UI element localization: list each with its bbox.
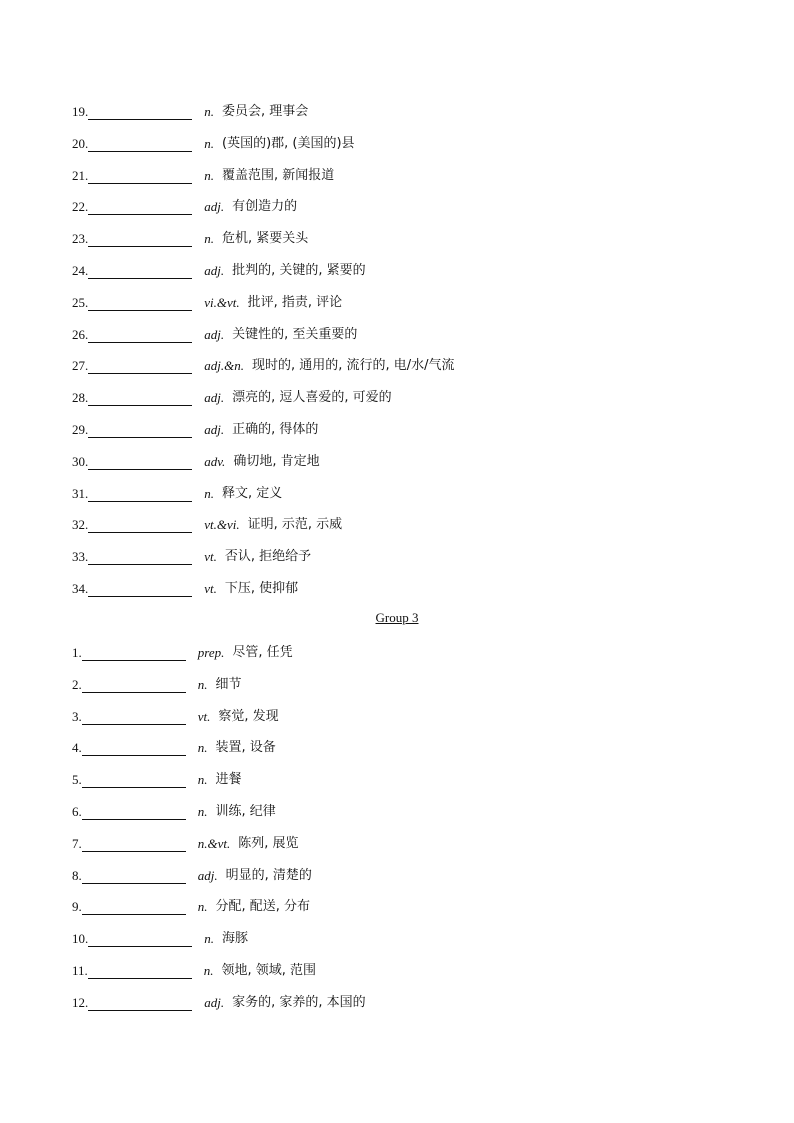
part-of-speech: n. (197, 676, 208, 692)
part-of-speech: n. (197, 899, 208, 915)
vocab-item (72, 195, 297, 215)
vocab-item (72, 164, 334, 184)
item-number: 28. (72, 390, 89, 406)
chinese-meaning: 危机, 紧要关头 (222, 231, 309, 247)
item-number: 4. (72, 740, 82, 756)
vocab-item (72, 736, 276, 756)
vocab-item (72, 100, 308, 120)
vocab-item (72, 832, 299, 852)
answer-blank[interactable] (88, 170, 192, 184)
part-of-speech: n. (197, 804, 208, 819)
answer-blank[interactable] (82, 742, 186, 756)
answer-blank[interactable] (88, 106, 192, 120)
part-of-speech: vt. (204, 549, 217, 565)
item-number: 11. (72, 963, 88, 978)
vocab-item (72, 641, 293, 661)
chinese-meaning: 家务的, 家养的, 本国的 (232, 994, 366, 1010)
vocab-item (72, 259, 366, 279)
item-number: 7. (72, 835, 82, 851)
item-number: 32. (72, 517, 89, 533)
item-number: 8. (72, 867, 82, 883)
answer-blank[interactable] (88, 424, 192, 438)
answer-blank[interactable] (88, 997, 192, 1011)
answer-blank[interactable] (88, 933, 192, 947)
answer-blank[interactable] (88, 201, 192, 215)
item-number: 6. (72, 804, 82, 819)
item-number: 10. (72, 931, 89, 947)
part-of-speech: adj. (204, 994, 225, 1010)
vocab-item (72, 895, 310, 915)
item-number: 22. (72, 199, 89, 215)
chinese-meaning: 下压, 使抑郁 (224, 581, 299, 596)
answer-blank[interactable] (88, 488, 192, 502)
answer-blank[interactable] (82, 870, 186, 884)
answer-blank[interactable] (88, 329, 192, 343)
part-of-speech: vt.&vi. (204, 517, 240, 533)
answer-blank[interactable] (82, 711, 186, 725)
answer-blank[interactable] (88, 583, 192, 597)
answer-blank[interactable] (88, 551, 192, 565)
vocab-item (72, 959, 316, 979)
item-number: 3. (72, 708, 82, 724)
vocab-item (72, 705, 279, 725)
item-number: 33. (72, 549, 89, 565)
part-of-speech: n.&vt. (197, 835, 231, 851)
vocab-item (72, 450, 320, 470)
vocab-item (72, 513, 342, 533)
part-of-speech: adj. (204, 263, 225, 278)
answer-blank[interactable] (88, 392, 192, 406)
vocab-item (72, 132, 355, 152)
part-of-speech: adv. (204, 453, 226, 469)
chinese-meaning: 尽管, 任凭 (232, 645, 293, 660)
item-number: 25. (72, 294, 89, 310)
chinese-meaning: 领地, 领域, 范围 (221, 963, 317, 978)
part-of-speech: vt. (204, 581, 217, 596)
chinese-meaning: 有创造力的 (232, 199, 298, 215)
chinese-meaning: 察觉, 发现 (218, 708, 279, 724)
vocab-item (72, 482, 282, 502)
item-number: 31. (72, 485, 89, 501)
vocab-item (72, 768, 242, 788)
vocab-item (72, 673, 242, 693)
group-3-heading (0, 610, 794, 626)
chinese-meaning: (英国的)郡, (美国的)县 (222, 135, 355, 151)
item-number: 21. (72, 167, 89, 183)
vocab-item (72, 991, 366, 1011)
answer-blank[interactable] (82, 647, 186, 661)
chinese-meaning: 细节 (215, 676, 242, 692)
item-number: 9. (72, 899, 82, 915)
item-number: 30. (72, 453, 89, 469)
chinese-meaning: 关键性的, 至关重要的 (232, 326, 358, 342)
item-number: 2. (72, 676, 82, 692)
part-of-speech: vi.&vt. (204, 294, 240, 310)
item-number: 26. (72, 326, 89, 342)
vocab-item (72, 291, 342, 311)
item-number: 1. (72, 645, 82, 660)
part-of-speech: vt. (197, 708, 211, 724)
chinese-meaning: 确切地, 肯定地 (233, 453, 320, 469)
item-number: 34. (72, 581, 89, 596)
part-of-speech: n. (204, 167, 214, 183)
answer-blank[interactable] (88, 138, 192, 152)
chinese-meaning: 进餐 (215, 772, 242, 788)
vocab-item (72, 864, 312, 884)
vocab-item (72, 354, 455, 374)
group-3-title: Group 3 (375, 610, 419, 625)
chinese-meaning: 正确的, 得体的 (232, 422, 319, 437)
vocab-item (72, 418, 318, 438)
part-of-speech: n. (197, 772, 208, 788)
answer-blank[interactable] (88, 965, 192, 979)
answer-blank[interactable] (88, 456, 192, 470)
chinese-meaning: 海豚 (222, 931, 249, 947)
answer-blank[interactable] (82, 806, 186, 820)
part-of-speech: n. (204, 931, 214, 947)
chinese-meaning: 漂亮的, 逗人喜爱的, 可爱的 (232, 390, 392, 406)
part-of-speech: adj. (204, 390, 225, 406)
part-of-speech: n. (204, 231, 214, 247)
part-of-speech: n. (203, 963, 214, 978)
item-number: 19. (72, 104, 89, 119)
part-of-speech: prep. (197, 645, 225, 660)
part-of-speech: adj. (204, 422, 225, 437)
answer-blank[interactable] (82, 838, 186, 852)
chinese-meaning: 装置, 设备 (215, 740, 276, 756)
item-number: 23. (72, 231, 89, 247)
answer-blank[interactable] (88, 297, 192, 311)
chinese-meaning: 明显的, 清楚的 (225, 867, 312, 883)
item-number: 27. (72, 358, 89, 374)
chinese-meaning: 释文, 定义 (222, 485, 283, 501)
vocab-item (72, 577, 298, 597)
item-number: 29. (72, 422, 89, 437)
answer-blank[interactable] (82, 679, 186, 693)
chinese-meaning: 现时的, 通用的, 流行的, 电/水/气流 (251, 358, 455, 374)
vocab-item (72, 927, 248, 947)
answer-blank[interactable] (82, 774, 186, 788)
item-number: 24. (72, 263, 89, 278)
chinese-meaning: 证明, 示范, 示威 (247, 517, 343, 533)
vocab-item (72, 386, 392, 406)
item-number: 20. (72, 135, 89, 151)
answer-blank[interactable] (88, 360, 192, 374)
part-of-speech: n. (197, 740, 208, 756)
item-number: 12. (72, 994, 89, 1010)
vocab-item (72, 227, 308, 247)
answer-blank[interactable] (82, 901, 186, 915)
chinese-meaning: 批评, 指责, 评论 (247, 294, 343, 310)
chinese-meaning: 训练, 纪律 (215, 804, 276, 819)
part-of-speech: n. (204, 104, 214, 119)
chinese-meaning: 否认, 拒绝给予 (224, 549, 312, 565)
chinese-meaning: 委员会, 理事会 (222, 104, 309, 119)
part-of-speech: adj. (204, 199, 225, 215)
part-of-speech: n. (204, 485, 214, 501)
part-of-speech: adj. (204, 326, 225, 342)
chinese-meaning: 覆盖范围, 新闻报道 (222, 167, 335, 183)
part-of-speech: n. (204, 135, 214, 151)
answer-blank[interactable] (88, 233, 192, 247)
chinese-meaning: 分配, 配送, 分布 (215, 899, 311, 915)
item-number: 5. (72, 772, 82, 788)
answer-blank[interactable] (88, 519, 192, 533)
part-of-speech: adj. (197, 867, 218, 883)
answer-blank[interactable] (88, 265, 192, 279)
vocab-item (72, 323, 357, 343)
chinese-meaning: 陈列, 展览 (238, 835, 299, 851)
vocab-item (72, 800, 276, 820)
chinese-meaning: 批判的, 关键的, 紧要的 (232, 263, 366, 278)
vocab-item (72, 545, 311, 565)
part-of-speech: adj.&n. (204, 358, 244, 374)
